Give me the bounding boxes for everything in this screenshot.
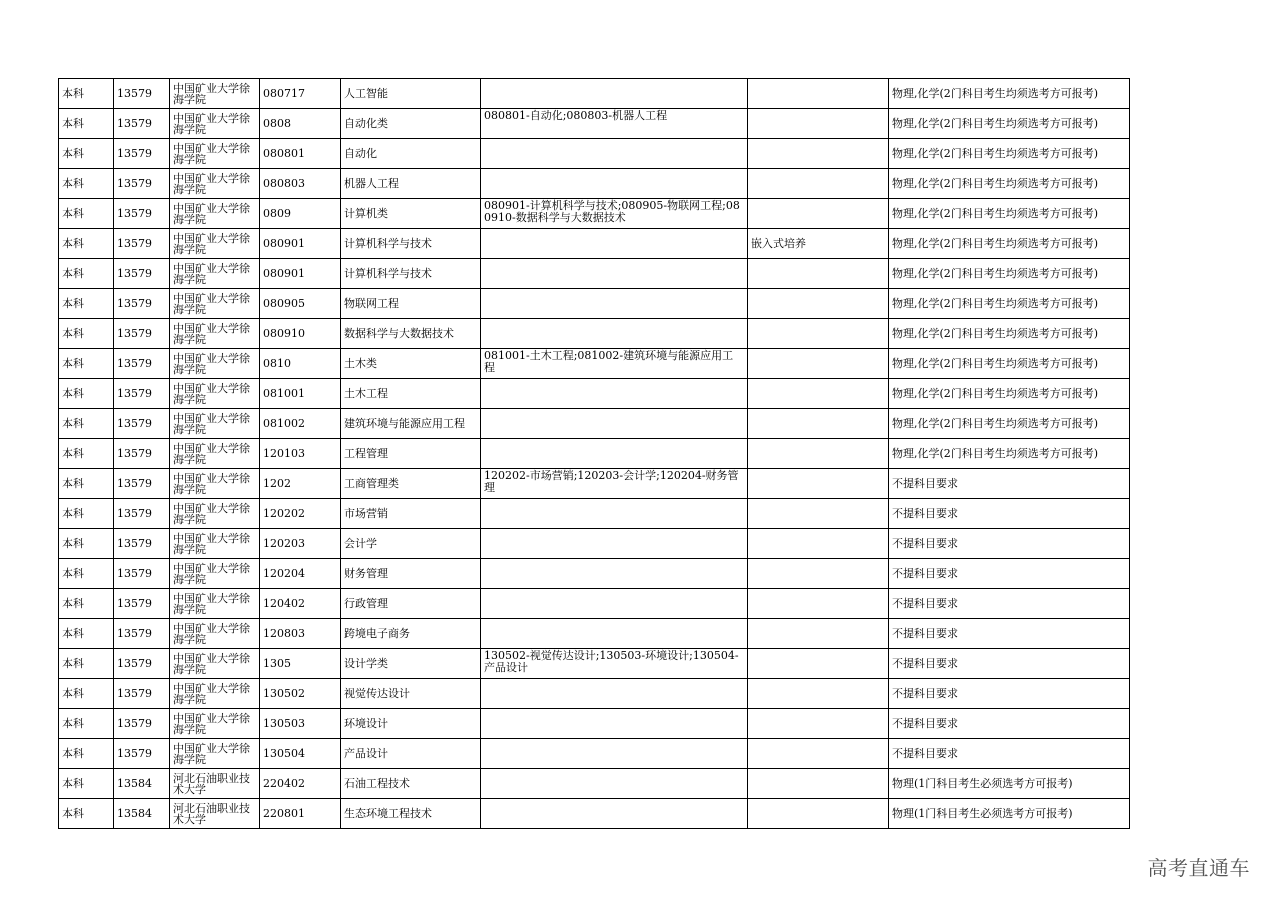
cell-school-name: 中国矿业大学徐海学院 — [170, 499, 260, 529]
cell-included-majors — [481, 559, 748, 589]
cell-school-code: 13579 — [114, 319, 170, 349]
cell-subject-requirement: 不提科目要求 — [889, 709, 1130, 739]
cell-remark — [748, 109, 889, 139]
cell-major-code: 081002 — [260, 409, 341, 439]
cell-subject-requirement: 不提科目要求 — [889, 649, 1130, 679]
cell-subject-requirement: 不提科目要求 — [889, 679, 1130, 709]
cell-school-name: 中国矿业大学徐海学院 — [170, 259, 260, 289]
cell-school-code: 13579 — [114, 739, 170, 769]
cell-level: 本科 — [59, 679, 114, 709]
cell-included-majors — [481, 139, 748, 169]
cell-subject-requirement: 不提科目要求 — [889, 739, 1130, 769]
cell-level: 本科 — [59, 349, 114, 379]
cell-school-code: 13579 — [114, 379, 170, 409]
cell-major-code: 120103 — [260, 439, 341, 469]
cell-major-code: 080901 — [260, 229, 341, 259]
cell-school-name: 中国矿业大学徐海学院 — [170, 109, 260, 139]
cell-major-name: 生态环境工程技术 — [341, 799, 481, 829]
cell-school-code: 13579 — [114, 109, 170, 139]
cell-major-name: 设计学类 — [341, 649, 481, 679]
cell-subject-requirement: 物理,化学(2门科目考生均须选考方可报考) — [889, 229, 1130, 259]
cell-level: 本科 — [59, 559, 114, 589]
cell-school-name: 中国矿业大学徐海学院 — [170, 679, 260, 709]
cell-major-name: 计算机类 — [341, 199, 481, 229]
cell-remark — [748, 79, 889, 109]
cell-school-code: 13579 — [114, 259, 170, 289]
cell-included-majors — [481, 289, 748, 319]
table-row — [59, 409, 1130, 439]
cell-major-code: 080901 — [260, 259, 341, 289]
cell-school-code: 13579 — [114, 199, 170, 229]
cell-major-name: 人工智能 — [341, 79, 481, 109]
cell-included-majors: 080901-计算机科学与技术;080905-物联网工程;080910-数据科学与大数据技术 — [481, 199, 748, 229]
cell-school-code: 13579 — [114, 619, 170, 649]
cell-school-code: 13579 — [114, 229, 170, 259]
cell-subject-requirement: 物理,化学(2门科目考生均须选考方可报考) — [889, 169, 1130, 199]
cell-school-code: 13584 — [114, 799, 170, 829]
cell-major-name: 物联网工程 — [341, 289, 481, 319]
table-row — [59, 529, 1130, 559]
cell-school-name: 中国矿业大学徐海学院 — [170, 379, 260, 409]
cell-remark — [748, 679, 889, 709]
cell-major-name: 环境设计 — [341, 709, 481, 739]
cell-included-majors — [481, 79, 748, 109]
cell-school-name: 中国矿业大学徐海学院 — [170, 739, 260, 769]
cell-major-name: 财务管理 — [341, 559, 481, 589]
cell-subject-requirement: 物理,化学(2门科目考生均须选考方可报考) — [889, 259, 1130, 289]
cell-included-majors — [481, 169, 748, 199]
cell-level: 本科 — [59, 799, 114, 829]
cell-major-name: 行政管理 — [341, 589, 481, 619]
cell-major-name: 自动化类 — [341, 109, 481, 139]
cell-school-code: 13579 — [114, 469, 170, 499]
table-row — [59, 469, 1130, 499]
cell-remark — [748, 199, 889, 229]
cell-remark — [748, 379, 889, 409]
cell-remark — [748, 289, 889, 319]
cell-subject-requirement: 物理,化学(2门科目考生均须选考方可报考) — [889, 409, 1130, 439]
cell-included-majors — [481, 319, 748, 349]
cell-school-name: 中国矿业大学徐海学院 — [170, 289, 260, 319]
table-row — [59, 169, 1130, 199]
cell-remark — [748, 259, 889, 289]
cell-school-name: 中国矿业大学徐海学院 — [170, 649, 260, 679]
cell-school-name: 中国矿业大学徐海学院 — [170, 709, 260, 739]
cell-subject-requirement: 物理,化学(2门科目考生均须选考方可报考) — [889, 439, 1130, 469]
cell-school-code: 13579 — [114, 349, 170, 379]
cell-remark — [748, 499, 889, 529]
cell-included-majors: 120202-市场营销;120203-会计学;120204-财务管理 — [481, 469, 748, 499]
cell-remark — [748, 349, 889, 379]
cell-level: 本科 — [59, 259, 114, 289]
cell-remark — [748, 559, 889, 589]
cell-included-majors — [481, 439, 748, 469]
table-row — [59, 289, 1130, 319]
cell-included-majors: 080801-自动化;080803-机器人工程 — [481, 109, 748, 139]
cell-school-code: 13579 — [114, 409, 170, 439]
cell-school-code: 13579 — [114, 439, 170, 469]
cell-included-majors — [481, 769, 748, 799]
cell-level: 本科 — [59, 649, 114, 679]
cell-included-majors — [481, 499, 748, 529]
table-row — [59, 499, 1130, 529]
cell-major-code: 0809 — [260, 199, 341, 229]
cell-remark — [748, 439, 889, 469]
cell-school-name: 中国矿业大学徐海学院 — [170, 349, 260, 379]
cell-level: 本科 — [59, 289, 114, 319]
cell-major-code: 080717 — [260, 79, 341, 109]
cell-school-name: 河北石油职业技术大学 — [170, 769, 260, 799]
cell-subject-requirement: 物理,化学(2门科目考生均须选考方可报考) — [889, 199, 1130, 229]
cell-included-majors — [481, 229, 748, 259]
cell-school-name: 中国矿业大学徐海学院 — [170, 139, 260, 169]
cell-level: 本科 — [59, 109, 114, 139]
cell-major-name: 自动化 — [341, 139, 481, 169]
cell-major-code: 080803 — [260, 169, 341, 199]
cell-remark — [748, 649, 889, 679]
cell-school-name: 中国矿业大学徐海学院 — [170, 409, 260, 439]
cell-subject-requirement: 不提科目要求 — [889, 469, 1130, 499]
cell-subject-requirement: 不提科目要求 — [889, 619, 1130, 649]
table-row — [59, 79, 1130, 109]
cell-major-name: 数据科学与大数据技术 — [341, 319, 481, 349]
admission-requirements-table — [58, 78, 1130, 829]
cell-school-code: 13579 — [114, 169, 170, 199]
cell-level: 本科 — [59, 319, 114, 349]
watermark-text: 高考直通车 — [1147, 856, 1250, 880]
cell-school-code: 13579 — [114, 589, 170, 619]
cell-major-name: 工程管理 — [341, 439, 481, 469]
cell-level: 本科 — [59, 139, 114, 169]
cell-included-majors — [481, 799, 748, 829]
table-row — [59, 319, 1130, 349]
cell-major-code: 0808 — [260, 109, 341, 139]
cell-school-code: 13579 — [114, 529, 170, 559]
cell-remark — [748, 589, 889, 619]
table-row — [59, 559, 1130, 589]
cell-major-code: 130504 — [260, 739, 341, 769]
cell-major-code: 120203 — [260, 529, 341, 559]
cell-included-majors — [481, 619, 748, 649]
cell-remark — [748, 469, 889, 499]
cell-major-name: 视觉传达设计 — [341, 679, 481, 709]
table-row — [59, 109, 1130, 139]
cell-school-code: 13579 — [114, 79, 170, 109]
cell-major-code: 080801 — [260, 139, 341, 169]
table-row — [59, 139, 1130, 169]
cell-major-code: 220801 — [260, 799, 341, 829]
table-row — [59, 799, 1130, 829]
cell-remark — [748, 169, 889, 199]
cell-major-code: 220402 — [260, 769, 341, 799]
table-row — [59, 769, 1130, 799]
cell-included-majors: 130502-视觉传达设计;130503-环境设计;130504-产品设计 — [481, 649, 748, 679]
cell-school-name: 中国矿业大学徐海学院 — [170, 169, 260, 199]
table-row — [59, 439, 1130, 469]
cell-level: 本科 — [59, 499, 114, 529]
cell-major-code: 120202 — [260, 499, 341, 529]
cell-level: 本科 — [59, 589, 114, 619]
cell-level: 本科 — [59, 169, 114, 199]
cell-level: 本科 — [59, 439, 114, 469]
cell-school-name: 中国矿业大学徐海学院 — [170, 319, 260, 349]
cell-subject-requirement: 物理,化学(2门科目考生均须选考方可报考) — [889, 349, 1130, 379]
cell-major-name: 土木类 — [341, 349, 481, 379]
cell-subject-requirement: 物理(1门科目考生必须选考方可报考) — [889, 769, 1130, 799]
table-row — [59, 619, 1130, 649]
cell-subject-requirement: 物理,化学(2门科目考生均须选考方可报考) — [889, 319, 1130, 349]
cell-major-name: 土木工程 — [341, 379, 481, 409]
cell-major-code: 120204 — [260, 559, 341, 589]
table-row — [59, 259, 1130, 289]
cell-included-majors — [481, 259, 748, 289]
cell-school-code: 13579 — [114, 679, 170, 709]
cell-level: 本科 — [59, 409, 114, 439]
cell-major-name: 产品设计 — [341, 739, 481, 769]
table-row — [59, 679, 1130, 709]
cell-major-name: 工商管理类 — [341, 469, 481, 499]
cell-school-name: 中国矿业大学徐海学院 — [170, 589, 260, 619]
cell-major-name: 跨境电子商务 — [341, 619, 481, 649]
cell-level: 本科 — [59, 529, 114, 559]
cell-school-code: 13579 — [114, 649, 170, 679]
cell-school-name: 中国矿业大学徐海学院 — [170, 439, 260, 469]
table-row — [59, 709, 1130, 739]
cell-included-majors — [481, 529, 748, 559]
cell-subject-requirement: 物理,化学(2门科目考生均须选考方可报考) — [889, 139, 1130, 169]
table-row — [59, 379, 1130, 409]
cell-remark — [748, 319, 889, 349]
cell-school-name: 中国矿业大学徐海学院 — [170, 199, 260, 229]
cell-major-code: 081001 — [260, 379, 341, 409]
cell-school-code: 13579 — [114, 139, 170, 169]
cell-major-name: 计算机科学与技术 — [341, 259, 481, 289]
table-row — [59, 739, 1130, 769]
cell-included-majors: 081001-土木工程;081002-建筑环境与能源应用工程 — [481, 349, 748, 379]
cell-level: 本科 — [59, 379, 114, 409]
cell-major-code: 080905 — [260, 289, 341, 319]
cell-major-code: 1202 — [260, 469, 341, 499]
cell-subject-requirement: 不提科目要求 — [889, 499, 1130, 529]
cell-school-code: 13584 — [114, 769, 170, 799]
cell-major-code: 130502 — [260, 679, 341, 709]
table-row — [59, 649, 1130, 679]
cell-remark — [748, 769, 889, 799]
table-row — [59, 199, 1130, 229]
cell-subject-requirement: 不提科目要求 — [889, 589, 1130, 619]
cell-major-name: 市场营销 — [341, 499, 481, 529]
cell-major-code: 120803 — [260, 619, 341, 649]
cell-included-majors — [481, 679, 748, 709]
cell-included-majors — [481, 709, 748, 739]
cell-level: 本科 — [59, 79, 114, 109]
cell-school-name: 中国矿业大学徐海学院 — [170, 229, 260, 259]
cell-remark — [748, 709, 889, 739]
cell-major-code: 120402 — [260, 589, 341, 619]
cell-level: 本科 — [59, 229, 114, 259]
cell-level: 本科 — [59, 739, 114, 769]
cell-subject-requirement: 物理,化学(2门科目考生均须选考方可报考) — [889, 289, 1130, 319]
cell-school-code: 13579 — [114, 499, 170, 529]
cell-remark: 嵌入式培养 — [748, 229, 889, 259]
cell-school-code: 13579 — [114, 289, 170, 319]
cell-subject-requirement: 物理(1门科目考生必须选考方可报考) — [889, 799, 1130, 829]
cell-school-code: 13579 — [114, 559, 170, 589]
cell-major-code: 080910 — [260, 319, 341, 349]
cell-major-code: 130503 — [260, 709, 341, 739]
cell-subject-requirement: 物理,化学(2门科目考生均须选考方可报考) — [889, 379, 1130, 409]
cell-major-name: 机器人工程 — [341, 169, 481, 199]
cell-level: 本科 — [59, 199, 114, 229]
cell-subject-requirement: 不提科目要求 — [889, 529, 1130, 559]
cell-remark — [748, 529, 889, 559]
cell-school-name: 中国矿业大学徐海学院 — [170, 619, 260, 649]
cell-subject-requirement: 物理,化学(2门科目考生均须选考方可报考) — [889, 79, 1130, 109]
cell-major-name: 建筑环境与能源应用工程 — [341, 409, 481, 439]
cell-included-majors — [481, 409, 748, 439]
cell-school-name: 中国矿业大学徐海学院 — [170, 529, 260, 559]
cell-included-majors — [481, 379, 748, 409]
table-row — [59, 229, 1130, 259]
cell-remark — [748, 619, 889, 649]
cell-school-code: 13579 — [114, 709, 170, 739]
cell-level: 本科 — [59, 469, 114, 499]
cell-remark — [748, 409, 889, 439]
cell-level: 本科 — [59, 709, 114, 739]
cell-school-name: 中国矿业大学徐海学院 — [170, 469, 260, 499]
cell-major-code: 1305 — [260, 649, 341, 679]
cell-included-majors — [481, 739, 748, 769]
table-row — [59, 349, 1130, 379]
cell-level: 本科 — [59, 619, 114, 649]
cell-major-name: 会计学 — [341, 529, 481, 559]
cell-remark — [748, 139, 889, 169]
cell-remark — [748, 799, 889, 829]
cell-remark — [748, 739, 889, 769]
cell-school-name: 中国矿业大学徐海学院 — [170, 79, 260, 109]
cell-major-name: 石油工程技术 — [341, 769, 481, 799]
table-row — [59, 589, 1130, 619]
cell-major-name: 计算机科学与技术 — [341, 229, 481, 259]
cell-level: 本科 — [59, 769, 114, 799]
cell-school-name: 中国矿业大学徐海学院 — [170, 559, 260, 589]
cell-subject-requirement: 物理,化学(2门科目考生均须选考方可报考) — [889, 109, 1130, 139]
cell-subject-requirement: 不提科目要求 — [889, 559, 1130, 589]
table-body — [59, 79, 1130, 829]
cell-included-majors — [481, 589, 748, 619]
cell-school-name: 河北石油职业技术大学 — [170, 799, 260, 829]
cell-major-code: 0810 — [260, 349, 341, 379]
